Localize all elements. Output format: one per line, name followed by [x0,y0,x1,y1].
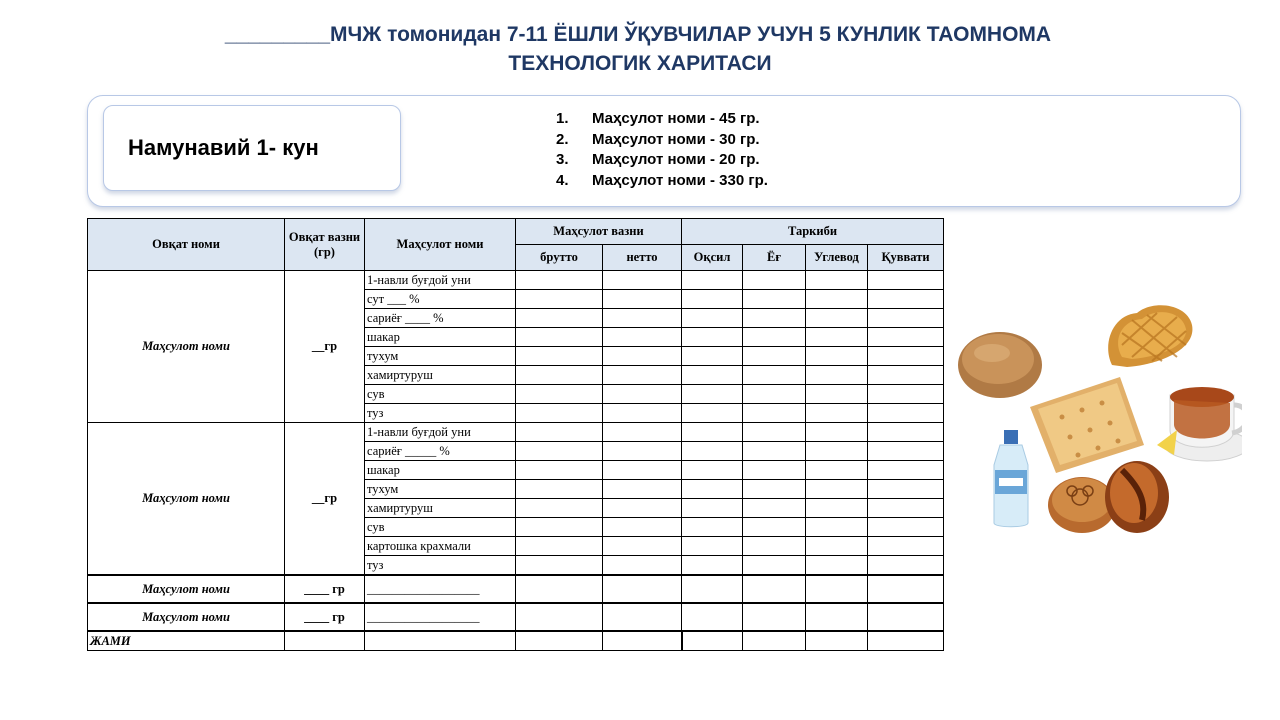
title-text: МЧЖ томонидан 7-11 ЁШЛИ ЎҚУВЧИЛАР УЧУН 5 КУНЛИК ТАОМНОМА [330,23,1052,46]
water-bottle-icon [994,430,1028,527]
header-product: Маҳсулот номи [365,219,516,271]
dish-weight-cell: __гр [285,271,365,423]
bun-icon [1048,477,1116,533]
dish-name-cell: Маҳсулот номи [88,603,285,631]
page-title-line1 [0,21,1278,49]
product-cell: тухум [365,347,516,366]
list-item: 3. Маҳсулот номи - 20 гр. [556,151,760,168]
cookie-icon [958,332,1042,398]
product-cell: __________________ [365,603,516,631]
dish-name-cell: Маҳсулот номи [88,575,285,603]
header-brutto: брутто [516,245,603,271]
total-row [88,631,944,651]
header-energy: Қуввати [868,245,944,271]
tea-cup-icon [1157,387,1242,461]
biscuit-icon [1030,377,1144,473]
header-dish: Овқат номи [88,219,285,271]
table-row [88,423,944,442]
dish-weight-cell: ____ гр [285,603,365,631]
header-netto: нетто [603,245,682,271]
table-row [88,575,944,603]
product-cell: сут ___ % [365,290,516,309]
food-illustration [952,295,1242,550]
product-cell: шакар [365,328,516,347]
list-item: 2. Маҳсулот номи - 30 гр. [556,130,760,148]
product-cell: хамиртуруш [365,499,516,518]
product-cell: 1-навли буғдой уни [365,423,516,442]
header-protein: Оқсил [682,245,743,271]
list-item: 1. Маҳсулот номи - 45 гр. [556,110,760,127]
dish-name-cell: Маҳсулот номи [88,423,285,576]
product-cell: туз [365,556,516,576]
dish-name-cell: Маҳсулот номи [88,271,285,423]
product-cell: хамиртуруш [365,366,516,385]
waffle-icon [1108,305,1192,367]
dorayaki-icon [1105,461,1169,533]
products-list [556,109,768,191]
header-weight: Овқат вазни (гр) [285,219,365,271]
product-cell: 1-навли буғдой уни [365,271,516,290]
product-cell: __________________ [365,575,516,603]
product-cell: шакар [365,461,516,480]
product-cell: сариёғ ____ % [365,309,516,328]
menu-table [87,218,944,651]
header-product-weight: Маҳсулот вазни [516,219,682,245]
table-row [88,271,944,290]
day-label: Намунавий 1- кун [128,135,319,160]
total-label: ЖАМИ [88,631,285,651]
product-cell: сариёғ _____ % [365,442,516,461]
page-title-line2: ТЕХНОЛОГИК ХАРИТАСИ [508,52,772,75]
header-fat: Ёғ [743,245,806,271]
product-cell: сув [365,518,516,537]
dish-weight-cell: ____ гр [285,575,365,603]
product-cell: сув [365,385,516,404]
header-composition: Таркиби [682,219,944,245]
product-cell: картошка крахмали [365,537,516,556]
title-blank: _________ [224,23,331,46]
table-row [88,603,944,631]
header-carb: Углевод [806,245,868,271]
product-cell: тухум [365,480,516,499]
product-cell: туз [365,404,516,423]
dish-weight-cell: __гр [285,423,365,576]
list-item: 4. Маҳсулот номи - 330 гр. [556,171,768,189]
